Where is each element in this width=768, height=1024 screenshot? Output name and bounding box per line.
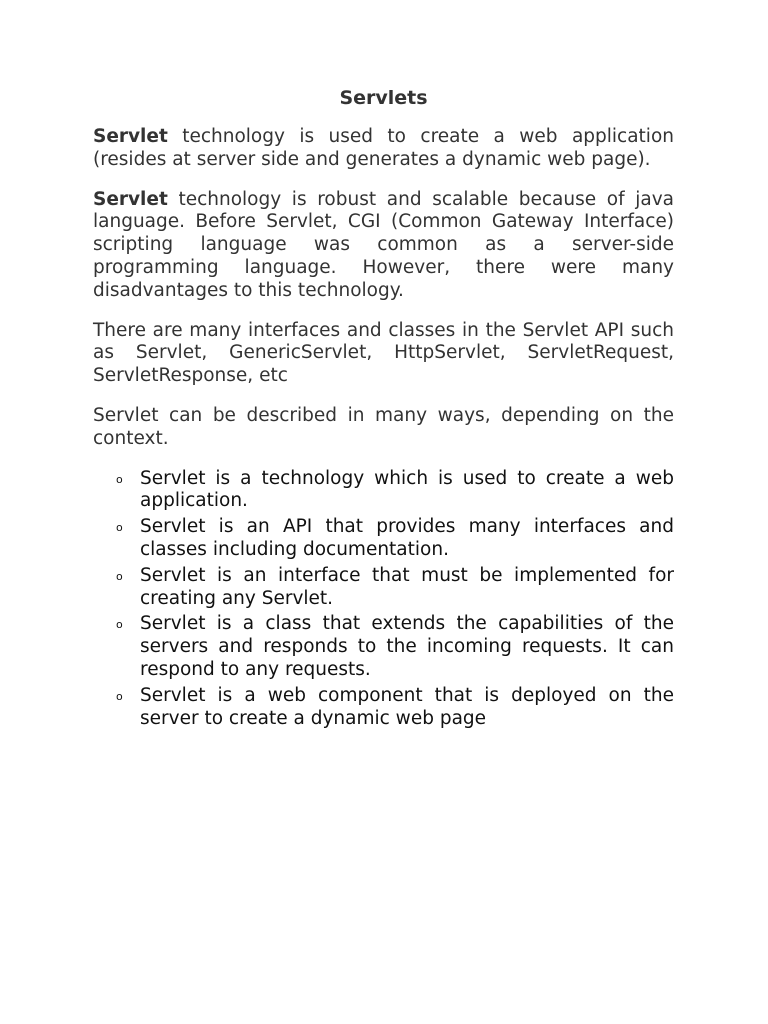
list-item — [116, 564, 674, 611]
list-item-text: Servlet is a technology which is used to create a web application. — [140, 467, 674, 512]
list-item — [116, 467, 674, 514]
bullet-marker: o — [116, 521, 123, 535]
list-item-text: Servlet is an API that provides many interfaces and classes including documentation. — [140, 516, 674, 560]
list-item — [116, 613, 674, 681]
paragraph-servlet-robust — [93, 189, 674, 303]
paragraph-servlet-context — [93, 405, 674, 451]
paragraph-lead-bold: Servlet — [93, 188, 168, 210]
paragraph-text: Servlet can be described in many ways, depending on the context. — [93, 404, 674, 449]
document-page — [93, 84, 674, 733]
list-item — [116, 684, 674, 731]
bullet-marker: o — [116, 689, 123, 703]
bullet-marker: o — [116, 472, 123, 486]
list-item-text: Servlet is a class that extends the capabilities of the servers and responds to the incoming requests. It can respond to any requests. — [140, 613, 674, 680]
bullet-list — [93, 468, 674, 731]
bullet-marker: o — [116, 569, 123, 583]
paragraph-servlet-definition — [93, 126, 674, 172]
paragraph-text: There are many interfaces and classes in the Servlet API such as Servlet, GenericServlet, HttpServlet, ServletRequest, ServletResponse, etc — [93, 319, 674, 387]
list-item-text: Servlet is a web component that is deployed on the server to create a dynamic web page — [140, 684, 674, 729]
bullet-marker: o — [116, 618, 123, 632]
paragraph-text: technology is robust and scalable because of java language. Before Servlet, CGI (Common Gateway Interface) scripting language was common as a server-side programming language. However, there were many disadvantages to this technology. — [93, 188, 674, 301]
list-item — [116, 516, 674, 562]
document-title: Servlets — [339, 87, 428, 109]
paragraph-servlet-api — [93, 320, 674, 388]
paragraph-lead-bold: Servlet — [93, 126, 168, 147]
paragraph-text: technology is used to create a web application (resides at server side and generates a dynamic web page). — [93, 126, 674, 170]
list-item-text: Servlet is an interface that must be implemented for creating any Servlet. — [140, 564, 674, 609]
